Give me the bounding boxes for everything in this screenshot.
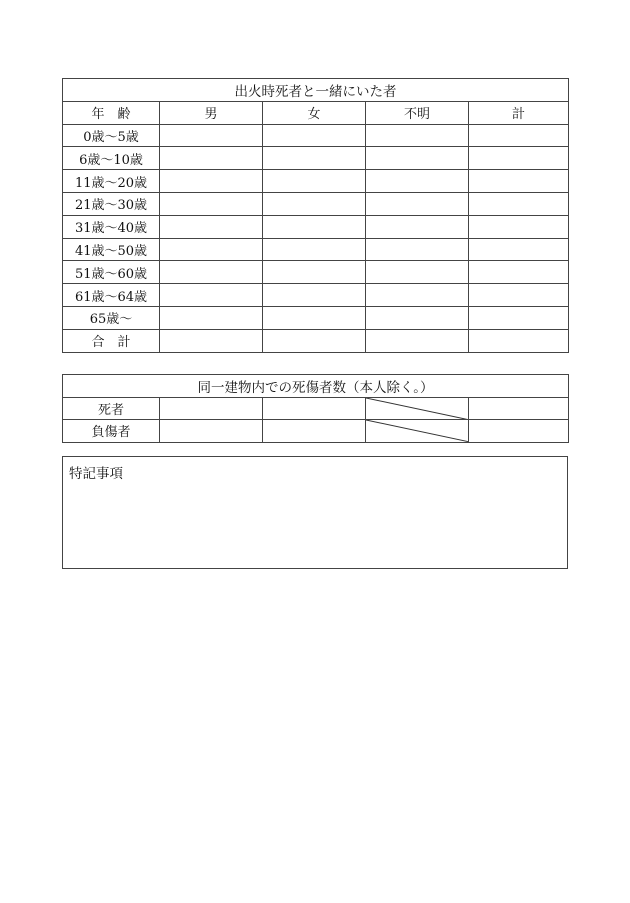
male-cell[interactable] [160, 420, 263, 443]
total-cell[interactable] [469, 306, 569, 329]
table-row [63, 397, 569, 420]
deaths-label: 死者 [63, 397, 160, 420]
female-cell[interactable] [263, 215, 366, 238]
companions-table-title: 出火時死者と一緒にいた者 [63, 79, 569, 102]
header-female: 女 [263, 101, 366, 124]
table-row [63, 170, 569, 193]
female-cell[interactable] [263, 261, 366, 284]
male-cell[interactable] [160, 261, 263, 284]
age-label: 6歳～10歳 [63, 147, 160, 170]
unknown-cell[interactable] [366, 192, 469, 215]
age-label: 21歳～30歳 [63, 192, 160, 215]
header-total: 計 [469, 101, 569, 124]
female-cell[interactable] [263, 329, 366, 352]
male-cell[interactable] [160, 124, 263, 147]
total-cell[interactable] [469, 215, 569, 238]
special-notes-box[interactable] [62, 456, 568, 569]
total-cell[interactable] [469, 147, 569, 170]
unknown-cell[interactable] [366, 147, 469, 170]
diagonal-slash [366, 398, 468, 420]
injured-label: 負傷者 [63, 420, 160, 443]
table-row [63, 420, 569, 443]
total-cell[interactable] [469, 192, 569, 215]
total-cell[interactable] [469, 284, 569, 307]
crossed-out-cell [366, 397, 469, 420]
unknown-cell[interactable] [366, 124, 469, 147]
unknown-cell[interactable] [366, 170, 469, 193]
unknown-cell[interactable] [366, 261, 469, 284]
crossed-out-cell [366, 420, 469, 443]
total-cell[interactable] [469, 329, 569, 352]
unknown-cell[interactable] [366, 215, 469, 238]
female-cell[interactable] [263, 306, 366, 329]
casualties-table [62, 374, 569, 443]
total-label: 合 計 [63, 329, 160, 352]
female-cell[interactable] [263, 420, 366, 443]
male-cell[interactable] [160, 215, 263, 238]
total-cell[interactable] [469, 397, 569, 420]
age-label: 11歳～20歳 [63, 170, 160, 193]
male-cell[interactable] [160, 238, 263, 261]
female-cell[interactable] [263, 397, 366, 420]
male-cell[interactable] [160, 329, 263, 352]
total-cell[interactable] [469, 170, 569, 193]
unknown-cell[interactable] [366, 329, 469, 352]
table-row [63, 284, 569, 307]
table-row [63, 261, 569, 284]
age-label: 65歳～ [63, 306, 160, 329]
female-cell[interactable] [263, 147, 366, 170]
male-cell[interactable] [160, 170, 263, 193]
companions-table [62, 78, 569, 353]
header-age: 年 齢 [63, 101, 160, 124]
male-cell[interactable] [160, 147, 263, 170]
header-male: 男 [160, 101, 263, 124]
total-cell[interactable] [469, 124, 569, 147]
table-row [63, 147, 569, 170]
table-row [63, 215, 569, 238]
female-cell[interactable] [263, 192, 366, 215]
casualties-table-title: 同一建物内での死傷者数（本人除く。） [63, 375, 569, 398]
age-label: 61歳～64歳 [63, 284, 160, 307]
unknown-cell[interactable] [366, 284, 469, 307]
unknown-cell[interactable] [366, 238, 469, 261]
header-unknown: 不明 [366, 101, 469, 124]
female-cell[interactable] [263, 284, 366, 307]
table-row [63, 306, 569, 329]
female-cell[interactable] [263, 238, 366, 261]
special-notes-label: 特記事項 [69, 466, 123, 482]
total-cell[interactable] [469, 261, 569, 284]
age-label: 0歳～5歳 [63, 124, 160, 147]
female-cell[interactable] [263, 170, 366, 193]
total-row [63, 329, 569, 352]
total-cell[interactable] [469, 238, 569, 261]
age-label: 41歳～50歳 [63, 238, 160, 261]
age-label: 31歳～40歳 [63, 215, 160, 238]
male-cell[interactable] [160, 306, 263, 329]
header-row [63, 101, 569, 124]
table-row [63, 192, 569, 215]
male-cell[interactable] [160, 397, 263, 420]
age-label: 51歳～60歳 [63, 261, 160, 284]
table-row [63, 238, 569, 261]
male-cell[interactable] [160, 284, 263, 307]
table-row [63, 124, 569, 147]
total-cell[interactable] [469, 420, 569, 443]
unknown-cell[interactable] [366, 306, 469, 329]
diagonal-slash [366, 420, 468, 442]
male-cell[interactable] [160, 192, 263, 215]
female-cell[interactable] [263, 124, 366, 147]
